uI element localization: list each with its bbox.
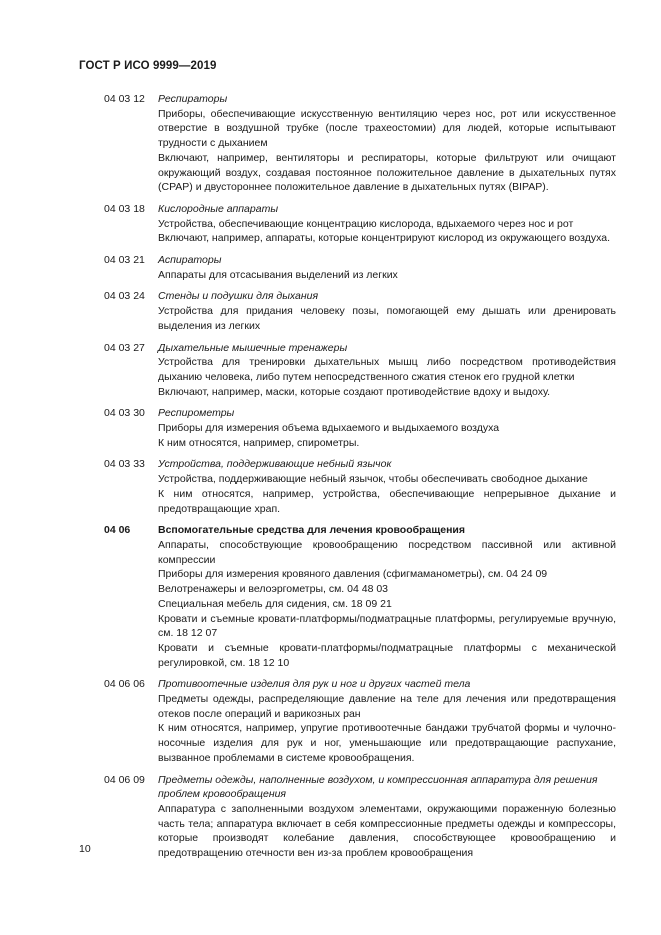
entry-paragraph: Включают, например, вентиляторы и респираторы, которые фильтруют или очищают окружающий воздух, создавая постоянное положительное давление в дыхательных путях (CPAP) и двустороннее положительное давление в дыхательных путях (BIPAP). — [158, 151, 616, 194]
entry-code: 04 03 12 — [104, 93, 145, 105]
page-header: ГОСТ Р ИСО 9999—2019 — [79, 60, 217, 72]
entry-paragraph: Устройства, обеспечивающие концентрацию кислорода, вдыхаемого через нос и рот — [158, 217, 574, 230]
entry-body — [158, 406, 616, 450]
entry-title: Кислородные аппараты — [158, 202, 279, 215]
entry-code: 04 03 21 — [104, 254, 145, 267]
entry-paragraph: Включают, например, аппараты, которые концентрируют кислород из окружающего воздуха. — [158, 232, 610, 245]
entry-body — [158, 457, 616, 516]
entry-code: 04 03 33 — [104, 458, 145, 471]
classification-entry — [104, 202, 616, 246]
entry-title: Респираторы — [158, 93, 228, 105]
entry-paragraph: Аппараты для отсасывания выделений из легких — [158, 268, 398, 281]
entry-body — [158, 773, 616, 861]
entry-paragraph: Включают, например, маски, которые создают противодействие вдоху и выдоху. — [158, 385, 551, 398]
classification-entry — [104, 677, 616, 765]
classification-entry — [104, 773, 616, 861]
classification-entry — [104, 341, 616, 400]
entry-code: 04 06 — [104, 524, 131, 537]
entry-title: Аспираторы — [158, 254, 222, 267]
entry-title: Респирометры — [158, 407, 235, 420]
entry-paragraph: К ним относятся, например, спирометры. — [158, 436, 360, 449]
entry-code: 04 06 09 — [104, 773, 145, 786]
entry-paragraph: Устройства для тренировки дыхательных мышц либо посредством противодействия дыханию человека, либо путем непосредственного сжатия стенок его грудной клетки — [158, 356, 616, 383]
entry-body — [158, 341, 616, 400]
entry-body — [158, 289, 616, 333]
page-number: 10 — [79, 843, 91, 855]
entry-title: Стенды и подушки для дыхания — [158, 290, 319, 303]
classification-entry — [104, 289, 616, 333]
entry-title: Противоотечные изделия для рук и ног и других частей тела — [158, 678, 471, 691]
entry-body — [158, 253, 616, 282]
classification-entry — [104, 253, 616, 282]
entry-title: Предметы одежды, наполненные воздухом, и компрессионная аппаратура для решения проблем кровообращения — [158, 773, 598, 801]
entry-paragraph: Устройства, поддерживающие небный язычок, чтобы обеспечивать свободное дыхание — [158, 473, 588, 486]
entry-title: Устройства, поддерживающие небный язычок — [158, 458, 392, 471]
entry-paragraph: Аппараты, способствующие кровообращению посредством пассивной или активной компрессии — [158, 538, 616, 566]
entry-paragraph: Предметы одежды, распределяющие давление на теле для лечения или предотвращения отеков после операций и варикозных ран — [158, 693, 616, 720]
classification-entry — [104, 457, 616, 516]
entry-paragraph: Устройства для придания человеку позы, помогающей ему дышать или дренировать выделения из легких — [158, 305, 616, 332]
entry-paragraph: К ним относятся, например, упругие противоотечные бандажи трубчатой формы и чулочно-носочные изделия для рук и ног, уменьшающие или предотвращающие распухание, вызванное проблемами в системе кровообращения. — [158, 722, 616, 764]
entry-paragraph: Кровати и съемные кровати-платформы/подматрацные платформы с механической регулировкой, см. 18 12 10 — [158, 641, 616, 669]
classification-entry — [104, 523, 616, 670]
entry-body — [158, 202, 616, 246]
entry-paragraph: Кровати и съемные кровати-платформы/подматрацные платформы, регулируемые вручную, см. 18 12 07 — [158, 612, 616, 640]
entry-title: Дыхательные мышечные тренажеры — [158, 341, 348, 354]
entry-paragraph: Аппаратура с заполненными воздухом элементами, окружающими пораженную болезнью часть тела; аппаратура включает в себя компрессионные предметы одежды и компрессоры, которые производят колебание давления, способствующее кровообращению и предотвращению отечности вен из-за проблем кровообращения — [158, 802, 616, 860]
entry-code: 04 03 27 — [104, 341, 145, 354]
entry-paragraph: Приборы, обеспечивающие искусственную вентиляцию через нос, рот или искусственное отверстие в воздушной трубке (после трахеостомии) для людей, которые испытывают трудности с дыханием — [158, 107, 616, 150]
classification-entry — [104, 92, 616, 195]
entry-paragraph: Специальная мебель для сидения, см. 18 09 21 — [158, 597, 392, 610]
classification-entry — [104, 406, 616, 450]
entry-code: 04 03 24 — [104, 290, 145, 303]
entry-list — [104, 92, 616, 868]
entry-title: Вспомогательные средства для лечения кровообращения — [158, 524, 465, 537]
entry-body — [158, 677, 616, 765]
entry-code: 04 06 06 — [104, 678, 145, 691]
entry-paragraph: Велотренажеры и велоэргометры, см. 04 48 03 — [158, 583, 389, 596]
entry-body — [158, 92, 616, 195]
entry-paragraph: Приборы для измерения объема вдыхаемого и выдыхаемого воздуха — [158, 422, 500, 435]
entry-paragraph: Приборы для измерения кровяного давления (сфигмаманометры), см. 04 24 09 — [158, 568, 548, 581]
entry-code: 04 03 30 — [104, 407, 145, 420]
entry-paragraph: К ним относятся, например, устройства, обеспечивающие непрерывное дыхание и предотвращающие храп. — [158, 487, 616, 515]
entry-code: 04 03 18 — [104, 202, 145, 215]
entry-body — [158, 523, 616, 670]
